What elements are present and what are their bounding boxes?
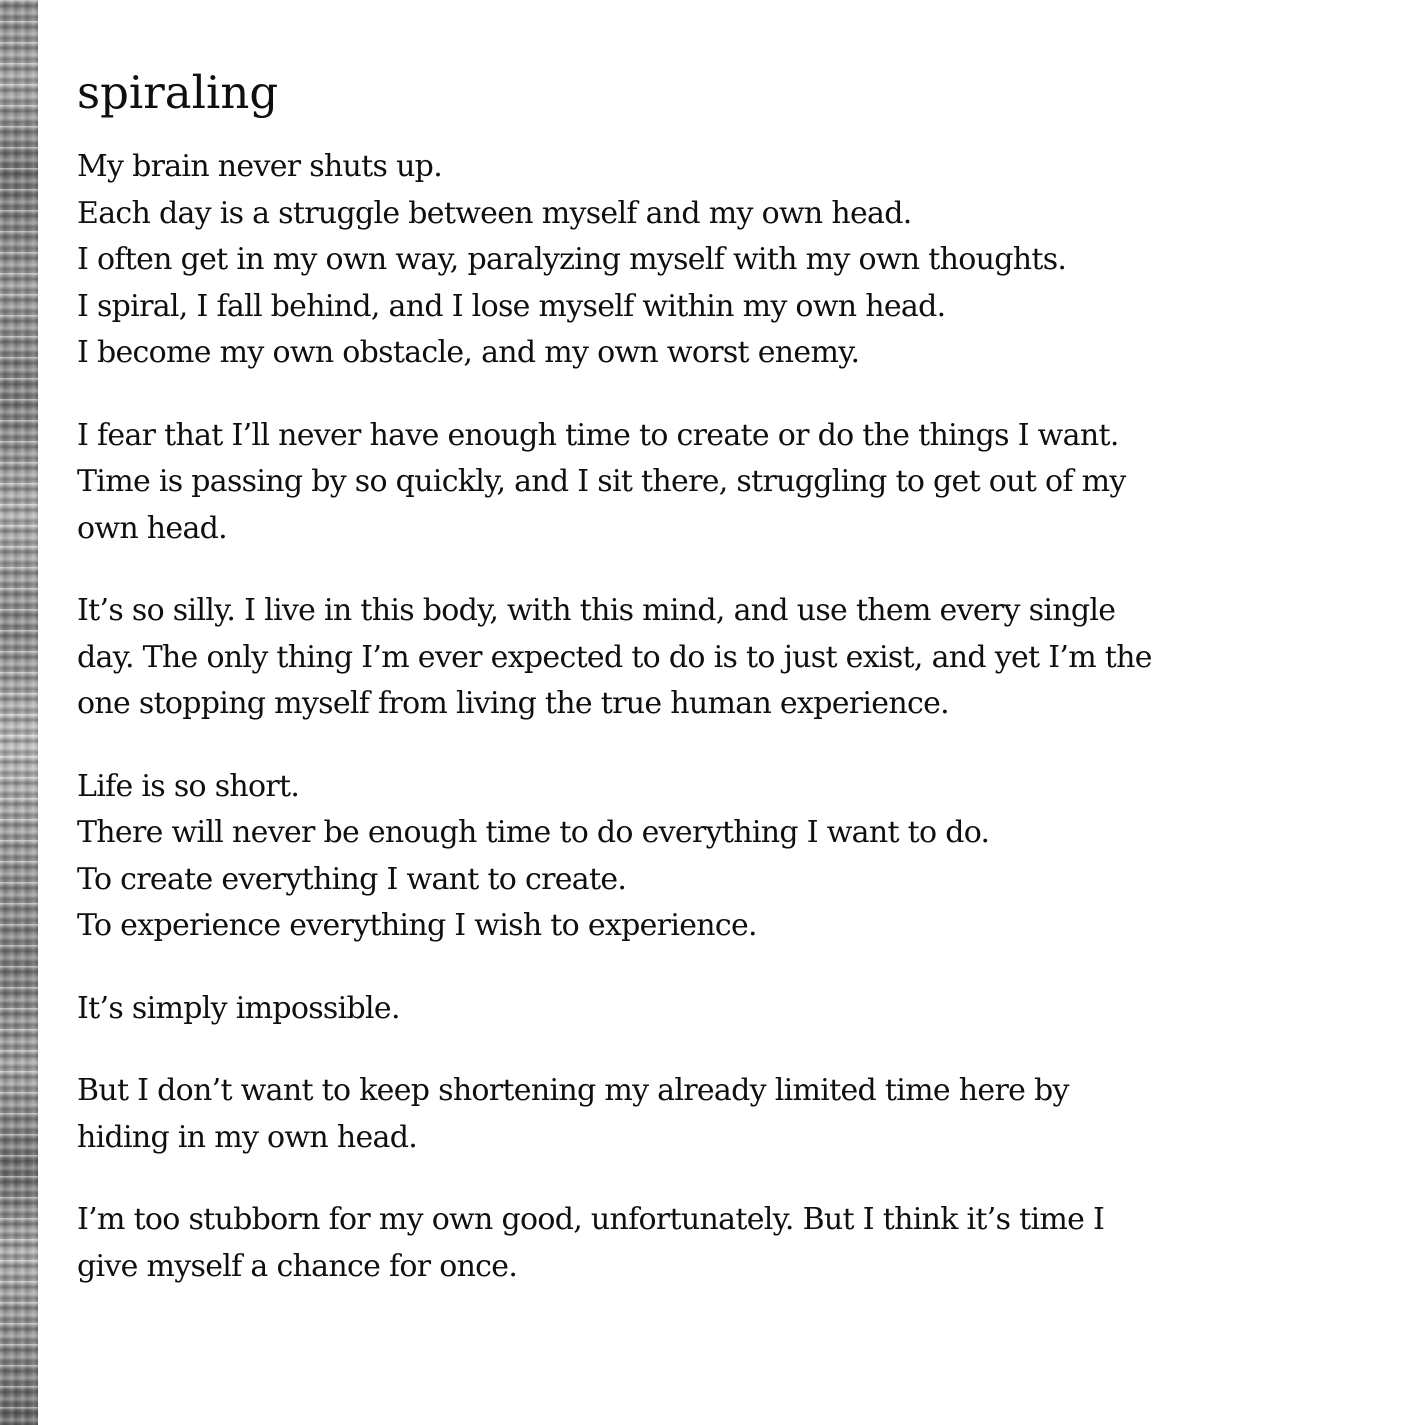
poem-line: Each day is a struggle between myself and my own head. bbox=[77, 195, 912, 231]
poem-line: Life is so short. bbox=[77, 768, 300, 804]
poem-line: There will never be enough time to do everything I want to do. bbox=[77, 815, 990, 850]
poem-line: I become my own obstacle, and my own worst enemy. bbox=[77, 335, 860, 370]
poem-line: Time is passing by so quickly, and I sit there, struggling to get out of my bbox=[77, 464, 1126, 499]
poem-title: spiraling bbox=[77, 66, 279, 119]
poem-line: own head. bbox=[77, 510, 227, 546]
poem bbox=[77, 62, 1377, 1326]
poem-line: But I don’t want to keep shortening my already limited time here by bbox=[77, 1073, 1069, 1108]
stanza-7 bbox=[77, 1197, 1377, 1290]
poem-line: I fear that I’ll never have enough time to create or do the things I want. bbox=[77, 417, 1119, 453]
poem-line: It’s simply impossible. bbox=[77, 990, 400, 1026]
stanza-5 bbox=[77, 986, 1377, 1033]
poem-line: give myself a chance for once. bbox=[77, 1248, 518, 1284]
poem-line: day. The only thing I’m ever expected to do is to just exist, and yet I’m the bbox=[77, 639, 1152, 675]
stanza-3 bbox=[77, 588, 1377, 728]
poem-line: It’s so silly. I live in this body, with this mind, and use them every single bbox=[77, 593, 1116, 628]
stanza-6 bbox=[77, 1068, 1377, 1161]
poem-line: To create everything I want to create. bbox=[77, 861, 627, 897]
ocean-photo-strip bbox=[0, 0, 38, 1425]
poem-line: My brain never shuts up. bbox=[77, 149, 443, 184]
poem-line: I’m too stubborn for my own good, unfortunately. But I think it’s time I bbox=[77, 1202, 1105, 1237]
poem-line: I spiral, I fall behind, and I lose myself within my own head. bbox=[77, 288, 946, 324]
poem-line: hiding in my own head. bbox=[77, 1119, 418, 1155]
stanza-2 bbox=[77, 413, 1377, 553]
poem-line: one stopping myself from living the true human experience. bbox=[77, 686, 949, 721]
poem-line: To experience everything I wish to experience. bbox=[77, 908, 757, 943]
stanza-4 bbox=[77, 764, 1377, 950]
poem-line: I often get in my own way, paralyzing myself with my own thoughts. bbox=[77, 242, 1067, 277]
stanza-1 bbox=[77, 144, 1377, 377]
